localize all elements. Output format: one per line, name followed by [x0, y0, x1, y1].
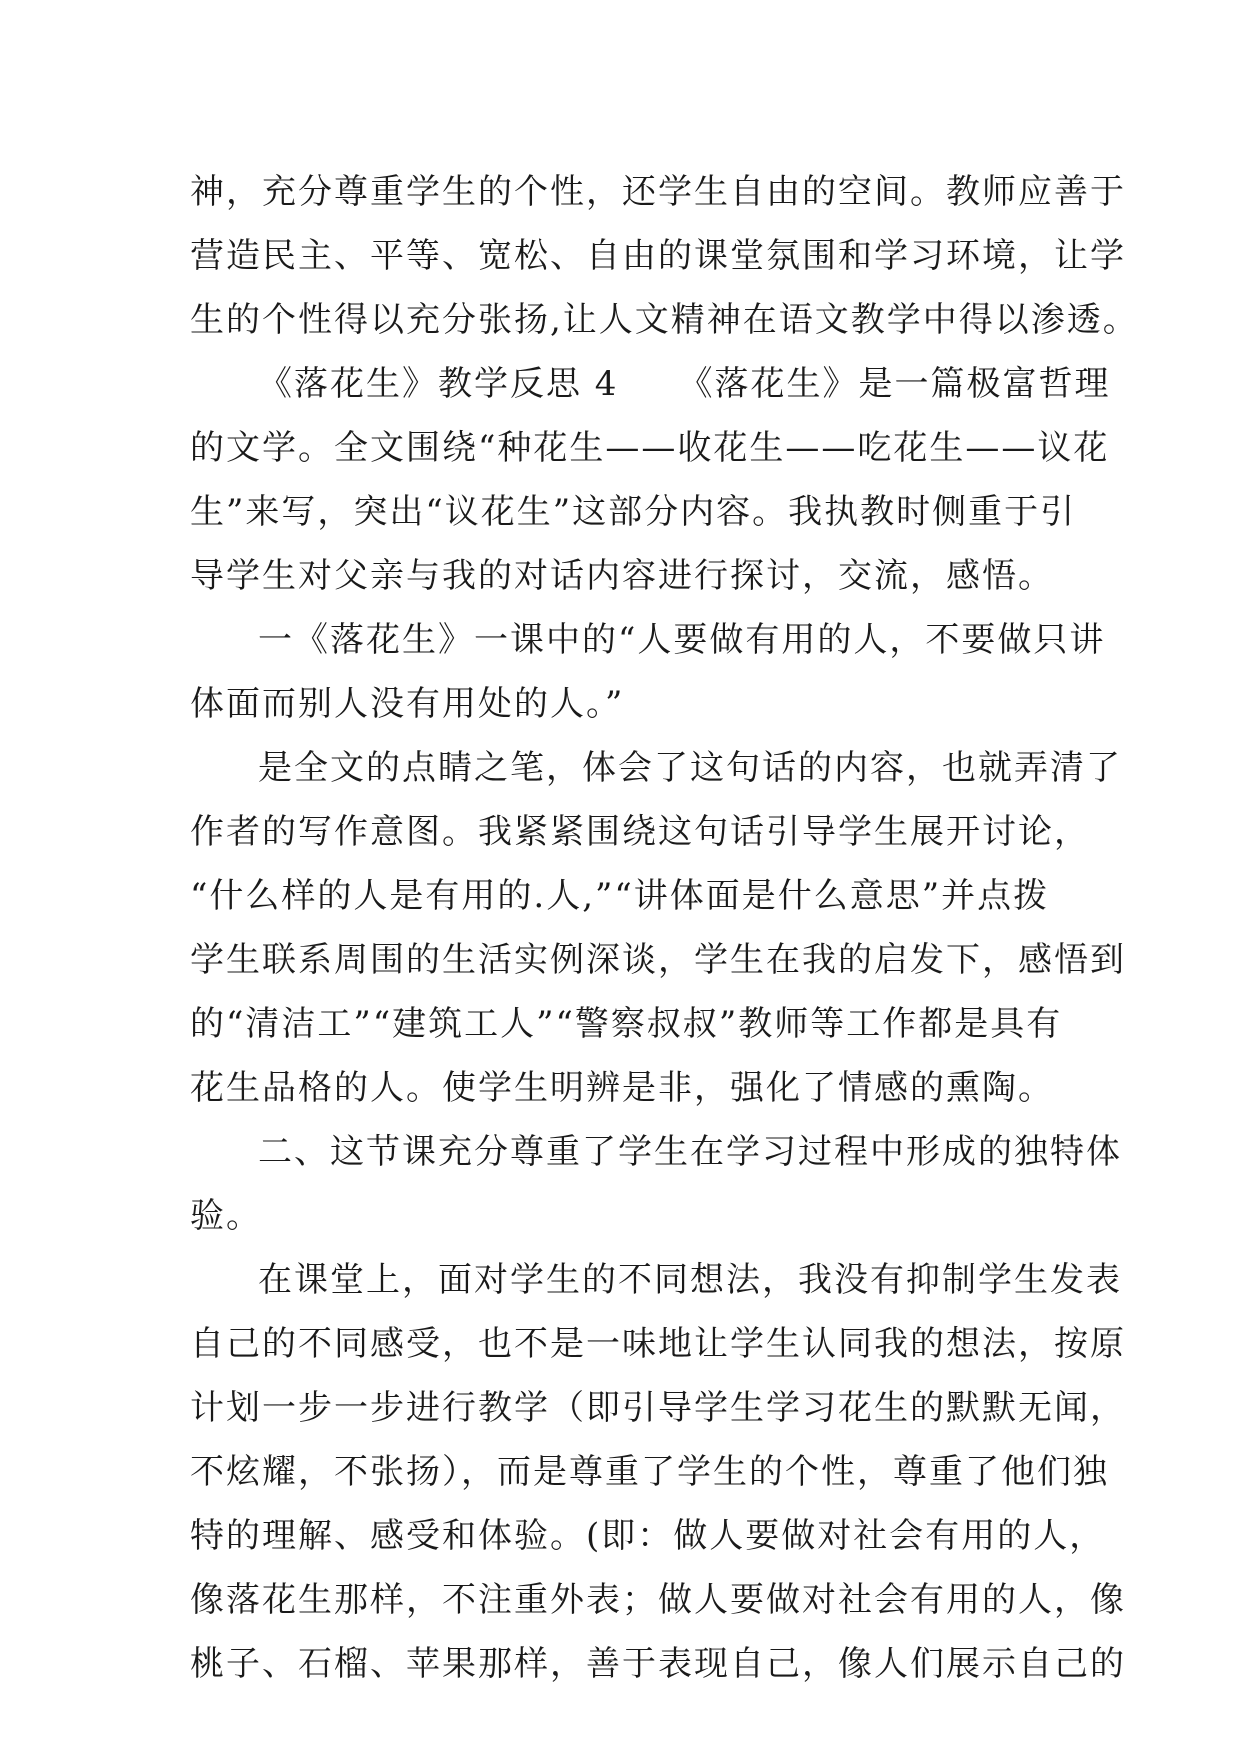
text-line: 生”来写，突出“议花生”这部分内容。我执教时侧重于引 — [190, 492, 1077, 532]
text-line: 不炫耀，不张扬），而是尊重了学生的个性，尊重了他们独 — [190, 1452, 1109, 1492]
text-line: 特的理解、感受和体验。(即：做人要做对社会有用的人， — [190, 1516, 1106, 1556]
document-body — [190, 160, 1139, 1696]
text-line-segment: 《落花生》是一篇极富哲理 — [678, 364, 1111, 404]
text-line: 桃子、石榴、苹果那样，善于表现自己，像人们展示自己的 — [190, 1644, 1126, 1684]
text-line: 在课堂上，面对学生的不同想法，我没有抑制学生发表 — [258, 1260, 1122, 1300]
text-line: 作者的写作意图。我紧紧围绕这句话引导学生展开讨论， — [190, 812, 1090, 852]
text-line: 神，充分尊重学生的个性，还学生自由的空间。教师应善于 — [190, 172, 1126, 212]
text-line: 导学生对父亲与我的对话内容进行探讨，交流，感悟。 — [190, 556, 1054, 596]
text-line: 体面而别人没有用处的人。” — [190, 684, 625, 724]
text-line: 验。 — [190, 1196, 262, 1236]
section-heading: 《落花生》教学反思 4 — [258, 364, 619, 404]
text-line: 营造民主、平等、宽松、自由的课堂氛围和学习环境，让学 — [190, 236, 1126, 276]
text-line: 计划一步一步进行教学（即引导学生学习花生的默默无闻， — [190, 1388, 1126, 1428]
text-line: 二、这节课充分尊重了学生在学习过程中形成的独特体 — [258, 1132, 1122, 1172]
text-line: 学生联系周围的生活实例深谈，学生在我的启发下，感悟到 — [190, 940, 1126, 980]
text-line: 像落花生那样，不注重外表；做人要做对社会有用的人，像 — [190, 1580, 1126, 1620]
text-line: 自己的不同感受，也不是一味地让学生认同我的想法，按原 — [190, 1324, 1126, 1364]
text-line: 生的个性得以充分张扬,让人文精神在语文教学中得以渗透。 — [190, 300, 1139, 340]
text-line: 一《落花生》一课中的“人要做有用的人，不要做只讲 — [258, 620, 1106, 660]
text-line: 的文学。全文围绕“种花生——收花生——吃花生——议花 — [190, 428, 1110, 468]
text-line: 花生品格的人。使学生明辨是非，强化了情感的熏陶。 — [190, 1068, 1054, 1108]
text-line: “什么样的人是有用的.人,”“讲体面是什么意思”并点拨 — [190, 876, 1050, 916]
text-line: 的“清洁工”“建筑工人”“警察叔叔”教师等工作都是具有 — [190, 1004, 1063, 1044]
section-heading-line — [190, 352, 1111, 416]
text-line: 是全文的点睛之笔，体会了这句话的内容，也就弄清了 — [258, 748, 1122, 788]
